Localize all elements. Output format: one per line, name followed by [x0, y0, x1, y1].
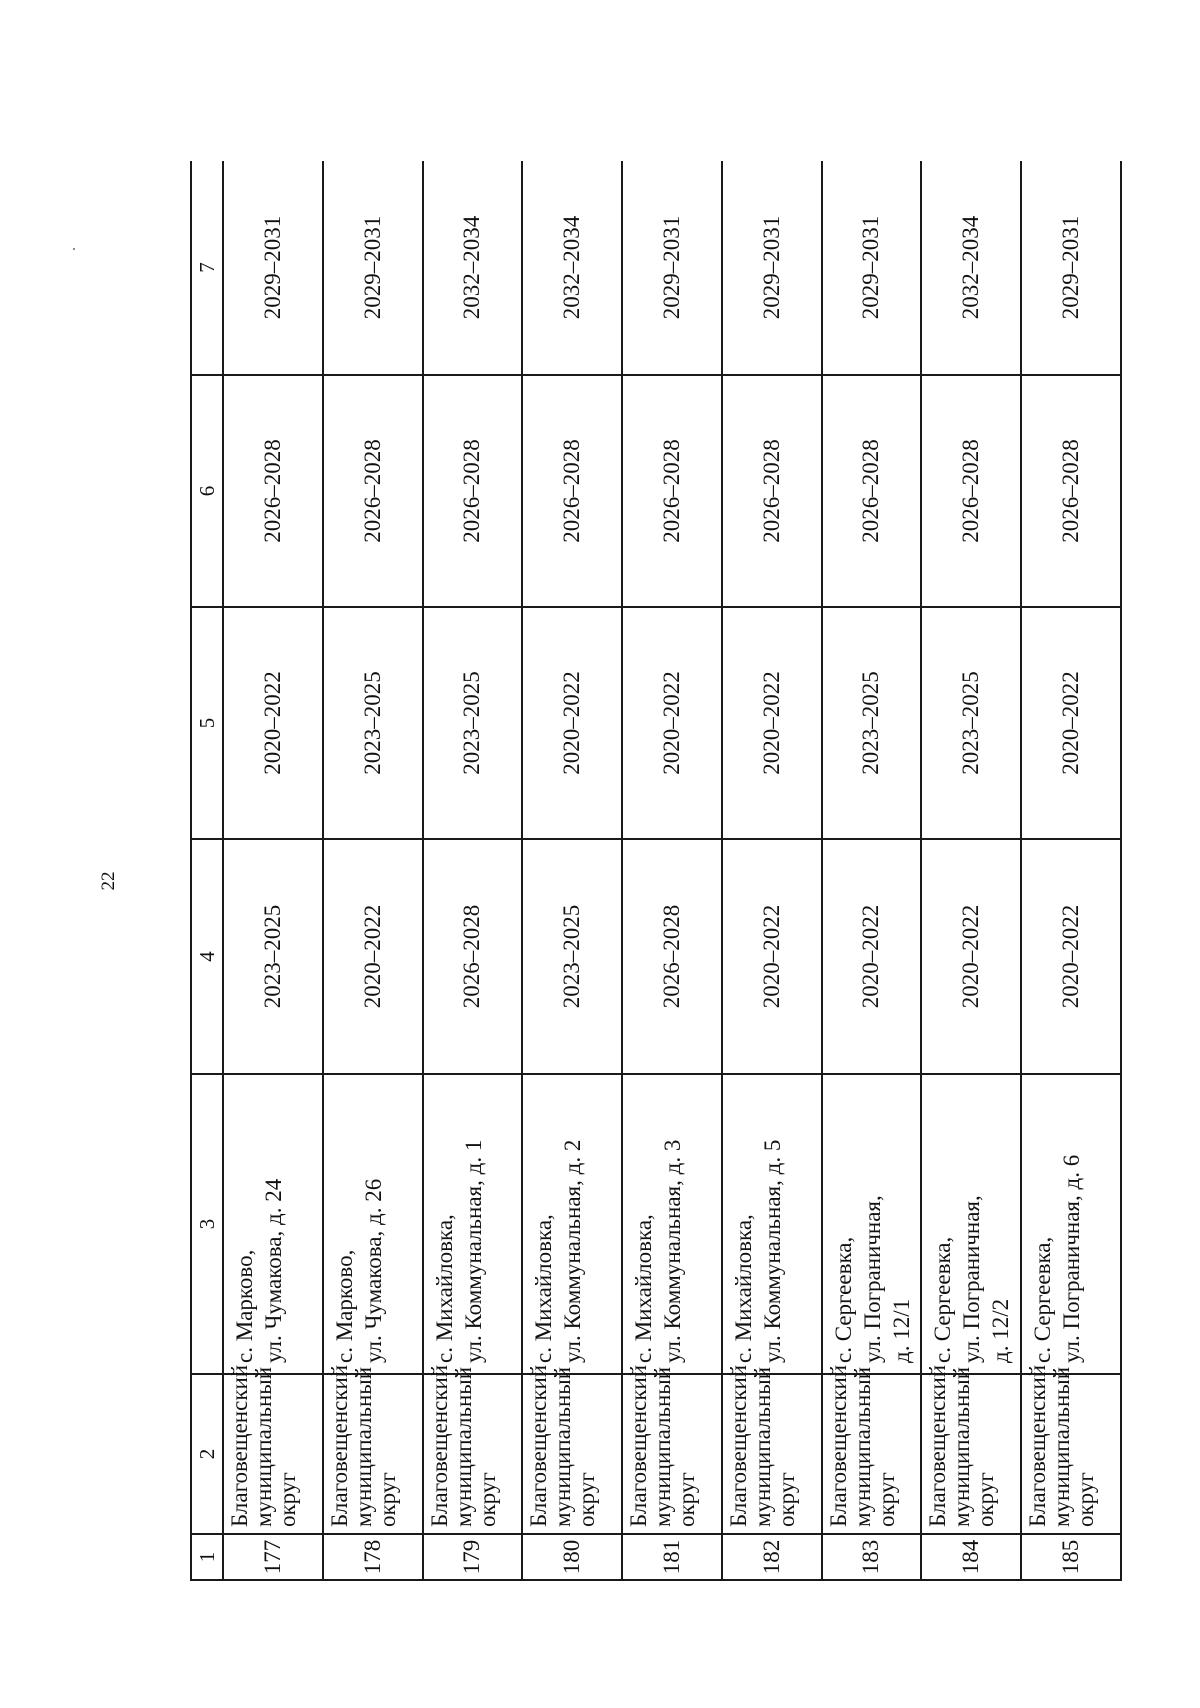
- table-row: [822, 161, 922, 1580]
- period-cell: 2020–2022: [1021, 607, 1121, 839]
- address-cell: с. Михайловка, ул. Коммунальная, д. 2: [522, 1074, 622, 1374]
- address-cell: с. Марково, ул. Чумакова, д. 24: [223, 1074, 323, 1374]
- period-cell: 2020–2022: [622, 607, 722, 839]
- row-number: 185: [1021, 1534, 1121, 1580]
- period-cell: 2020–2022: [522, 607, 622, 839]
- table-row: [722, 161, 822, 1580]
- period-cell: 2026–2028: [323, 375, 423, 607]
- address-cell: с. Сергеевка, ул. Пограничная, д. 12/1: [822, 1074, 922, 1374]
- period-cell: 2026–2028: [622, 375, 722, 607]
- column-number: 7: [191, 161, 223, 375]
- row-number: 180: [522, 1534, 622, 1580]
- period-cell: 2029–2031: [1021, 161, 1121, 375]
- period-cell: 2026–2028: [423, 839, 523, 1074]
- district-cell: Благовещенский муниципальный округ: [921, 1374, 1021, 1534]
- period-cell: 2023–2025: [522, 839, 622, 1074]
- period-cell: 2029–2031: [223, 161, 323, 375]
- period-cell: 2026–2028: [622, 839, 722, 1074]
- column-number: 4: [191, 839, 223, 1074]
- period-cell: 2020–2022: [223, 607, 323, 839]
- row-number: 179: [423, 1534, 523, 1580]
- row-number: 178: [323, 1534, 423, 1580]
- rotated-table-container: [190, 161, 1122, 1581]
- period-cell: 2020–2022: [722, 839, 822, 1074]
- address-cell: с. Сергеевка, ул. Пограничная, д. 12/2: [921, 1074, 1021, 1374]
- address-cell: с. Михайловка, ул. Коммунальная, д. 5: [722, 1074, 822, 1374]
- table-row: [423, 161, 523, 1580]
- period-cell: 2020–2022: [822, 839, 922, 1074]
- period-cell: 2023–2025: [223, 839, 323, 1074]
- district-cell: Благовещенский муниципальный округ: [223, 1374, 323, 1534]
- column-number: 3: [191, 1074, 223, 1374]
- speck-mark: [73, 248, 75, 250]
- period-cell: 2026–2028: [522, 375, 622, 607]
- period-cell: 2023–2025: [423, 607, 523, 839]
- district-cell: Благовещенский муниципальный округ: [722, 1374, 822, 1534]
- period-cell: 2032–2034: [522, 161, 622, 375]
- column-number: 1: [191, 1534, 223, 1580]
- district-cell: Благовещенский муниципальный округ: [622, 1374, 722, 1534]
- page-number: 22: [98, 871, 119, 891]
- period-cell: 2026–2028: [223, 375, 323, 607]
- address-cell: с. Марково, ул. Чумакова, д. 26: [323, 1074, 423, 1374]
- district-cell: Благовещенский муниципальный округ: [1021, 1374, 1121, 1534]
- district-cell: Благовещенский муниципальный округ: [323, 1374, 423, 1534]
- table-row: [522, 161, 622, 1580]
- period-cell: 2026–2028: [822, 375, 922, 607]
- row-number: 177: [223, 1534, 323, 1580]
- period-cell: 2020–2022: [722, 607, 822, 839]
- table-row: [223, 161, 323, 1580]
- address-cell: с. Сергеевка, ул. Пограничная, д. 6: [1021, 1074, 1121, 1374]
- schedule-table-area: [190, 161, 1122, 1581]
- period-cell: 2020–2022: [921, 839, 1021, 1074]
- district-cell: Благовещенский муниципальный округ: [423, 1374, 523, 1534]
- district-cell: Благовещенский муниципальный округ: [822, 1374, 922, 1534]
- period-cell: 2032–2034: [423, 161, 523, 375]
- table-row: [622, 161, 722, 1580]
- column-number-row: [191, 161, 223, 1580]
- period-cell: 2020–2022: [1021, 839, 1121, 1074]
- period-cell: 2023–2025: [323, 607, 423, 839]
- period-cell: 2026–2028: [1021, 375, 1121, 607]
- column-number: 6: [191, 375, 223, 607]
- period-cell: 2032–2034: [921, 161, 1021, 375]
- table-row: [921, 161, 1021, 1580]
- period-cell: 2023–2025: [822, 607, 922, 839]
- schedule-table: [190, 161, 1122, 1581]
- period-cell: 2026–2028: [423, 375, 523, 607]
- period-cell: 2026–2028: [722, 375, 822, 607]
- period-cell: 2020–2022: [323, 839, 423, 1074]
- period-cell: 2029–2031: [722, 161, 822, 375]
- row-number: 184: [921, 1534, 1021, 1580]
- column-number: 2: [191, 1374, 223, 1534]
- address-cell: с. Михайловка, ул. Коммунальная, д. 3: [622, 1074, 722, 1374]
- period-cell: 2023–2025: [921, 607, 1021, 839]
- row-number: 183: [822, 1534, 922, 1580]
- table-row: [1021, 161, 1121, 1580]
- row-number: 182: [722, 1534, 822, 1580]
- period-cell: 2029–2031: [822, 161, 922, 375]
- period-cell: 2029–2031: [323, 161, 423, 375]
- table-row: [323, 161, 423, 1580]
- row-number: 181: [622, 1534, 722, 1580]
- period-cell: 2029–2031: [622, 161, 722, 375]
- district-cell: Благовещенский муниципальный округ: [522, 1374, 622, 1534]
- period-cell: 2026–2028: [921, 375, 1021, 607]
- column-number: 5: [191, 607, 223, 839]
- address-cell: с. Михайловка, ул. Коммунальная, д. 1: [423, 1074, 523, 1374]
